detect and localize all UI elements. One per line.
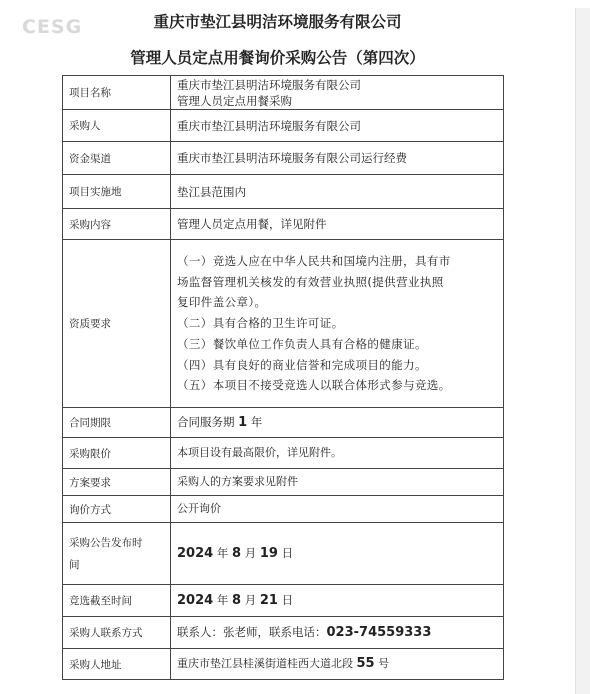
- qualification-item-1c: 复印件盖公章）。: [177, 295, 267, 310]
- deadline-year-unit: 年: [213, 593, 232, 607]
- row-label: 方案要求: [63, 469, 171, 496]
- row-label: 资质要求: [63, 240, 171, 408]
- table-row: [63, 523, 504, 585]
- qualification-item-3: （三）餐饮单位工作负责人具有合格的健康证。: [177, 336, 427, 351]
- qualification-item-1a: （一）竞选人应在中华人民共和国境内注册，具有市: [177, 253, 451, 268]
- plan-value: 采购人的方案要求见附件: [171, 469, 504, 496]
- document-company-title: 重庆市垫江县明洁环境服务有限公司: [153, 13, 402, 31]
- address-value: [171, 649, 504, 680]
- row-label: 询价方式: [63, 496, 171, 523]
- deadline-month-unit: 月: [241, 593, 260, 607]
- publish-day: 19: [259, 546, 278, 561]
- deadline-date-value: [171, 585, 504, 617]
- row-label: 项目实施地: [63, 175, 171, 209]
- table-row: [63, 209, 504, 240]
- contact-prefix: 联系人：张老师，联系电话：: [177, 625, 327, 639]
- project-name-line2: 管理人员定点用餐采购: [177, 93, 292, 108]
- row-label: 资金渠道: [63, 142, 171, 175]
- publish-label-line1: 采购公告发布时: [69, 536, 143, 549]
- watermark-text: CESG: [22, 16, 83, 38]
- deadline-day: 21: [259, 593, 278, 608]
- price-limit-value: 本项目设有最高限价，详见附件。: [171, 438, 504, 469]
- qualification-item-2: （二）具有合格的卫生许可证。: [177, 316, 344, 331]
- location-value: 垫江县范围内: [171, 175, 504, 209]
- publish-date-value: [171, 523, 504, 585]
- deadline-month: 8: [232, 593, 242, 608]
- qualification-item-1b: 场监督管理机关核发的有效营业执照(提供营业执照: [177, 274, 444, 289]
- table-row: [63, 617, 504, 649]
- address-prefix: 重庆市垫江县桂溪街道桂西大道北段: [177, 657, 357, 670]
- content-value: 管理人员定点用餐，详见附件: [171, 209, 504, 240]
- table-row: [63, 469, 504, 496]
- table-row: [63, 585, 504, 617]
- publish-month-unit: 月: [241, 546, 260, 560]
- qualification-item-4: （四）具有良好的商业信誉和完成项目的能力。: [177, 357, 427, 372]
- row-label: 采购人地址: [63, 649, 171, 680]
- contract-value: [171, 408, 504, 438]
- row-label: 竞选截至时间: [63, 585, 171, 617]
- document-title: 管理人员定点用餐询价采购公告（第四次）: [130, 49, 425, 67]
- deadline-day-unit: 日: [277, 593, 294, 607]
- purchaser-value: 重庆市垫江县明洁环境服务有限公司: [171, 110, 504, 142]
- page-edge: [575, 8, 590, 694]
- contact-value: [171, 617, 504, 649]
- procurement-info-table: [62, 75, 504, 680]
- contact-phone: 023-74559333: [326, 625, 432, 640]
- address-number: 55: [356, 656, 375, 671]
- contract-suffix: 年: [247, 415, 263, 429]
- funding-value: 重庆市垫江县明洁环境服务有限公司运行经费: [171, 142, 504, 175]
- publish-label-line2: 间: [69, 558, 80, 571]
- table-row: [63, 76, 504, 110]
- table-row: [63, 438, 504, 469]
- project-name-line1: 重庆市垫江县明洁环境服务有限公司: [177, 77, 361, 92]
- row-label: [63, 523, 171, 585]
- row-label: 采购限价: [63, 438, 171, 469]
- qualification-value: [171, 240, 504, 408]
- table-row: [63, 408, 504, 438]
- table-row: [63, 142, 504, 175]
- publish-year-unit: 年: [213, 546, 232, 560]
- qualification-item-5: （五）本项目不接受竞选人以联合体形式参与竞选。: [177, 378, 451, 393]
- table-row: [63, 240, 504, 408]
- row-label: 合同期限: [63, 408, 171, 438]
- table-row: [63, 110, 504, 142]
- deadline-year: 2024: [177, 593, 214, 608]
- table-row: [63, 496, 504, 523]
- publish-month: 8: [232, 546, 242, 561]
- method-value: 公开询价: [171, 496, 504, 523]
- table-row: [63, 175, 504, 209]
- publish-day-unit: 日: [277, 546, 294, 560]
- row-label: 采购人: [63, 110, 171, 142]
- table-row: [63, 649, 504, 680]
- publish-year: 2024: [177, 546, 214, 561]
- row-label: 采购内容: [63, 209, 171, 240]
- row-label: 采购人联系方式: [63, 617, 171, 649]
- row-label: 项目名称: [63, 76, 171, 110]
- project-name-value: [171, 76, 504, 110]
- contract-prefix: 合同服务期: [177, 415, 239, 429]
- address-suffix: 号: [374, 657, 390, 670]
- contract-number: 1: [238, 415, 248, 430]
